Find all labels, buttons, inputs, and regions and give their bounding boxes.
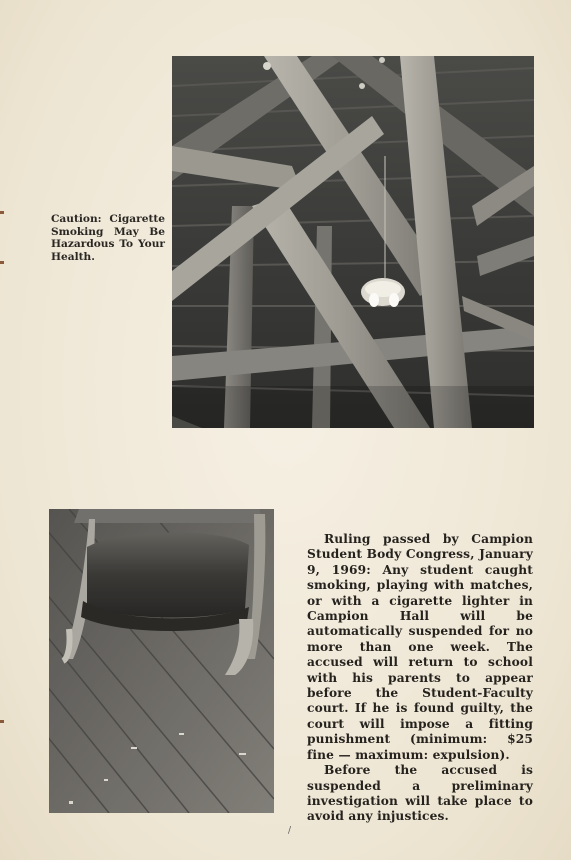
binding-mark: [0, 720, 4, 723]
ruling-paragraph: Before the accused is suspended a preliminary investigation will take place to avoid any injustices.: [307, 763, 533, 824]
chair-photo: [49, 509, 274, 813]
ruling-paragraph: Ruling passed by Campion Student Body Congress, January 9, 1969: Any student caught smoking, playing with matches, or with a cigarette lighter in Campion Hall will be automatically suspended for no more than one week. The accused will return to school with his parents to appear before the Student-Faculty court. If he is found guilty, the court will impose a fitting punishment (minimum: $25 fine — maximum: expulsion).: [307, 532, 533, 762]
binding-mark: [0, 261, 4, 264]
binding-mark: [0, 211, 4, 214]
rafters-photo: [172, 56, 534, 428]
chair-image: [49, 509, 274, 813]
rafters-image: [172, 56, 534, 428]
page-mark: /: [288, 826, 292, 836]
smoking-ruling-text: [307, 532, 533, 825]
smoking-caution-caption: Caution: Cigarette Smoking May Be Hazardous To Your Health.: [51, 213, 165, 263]
